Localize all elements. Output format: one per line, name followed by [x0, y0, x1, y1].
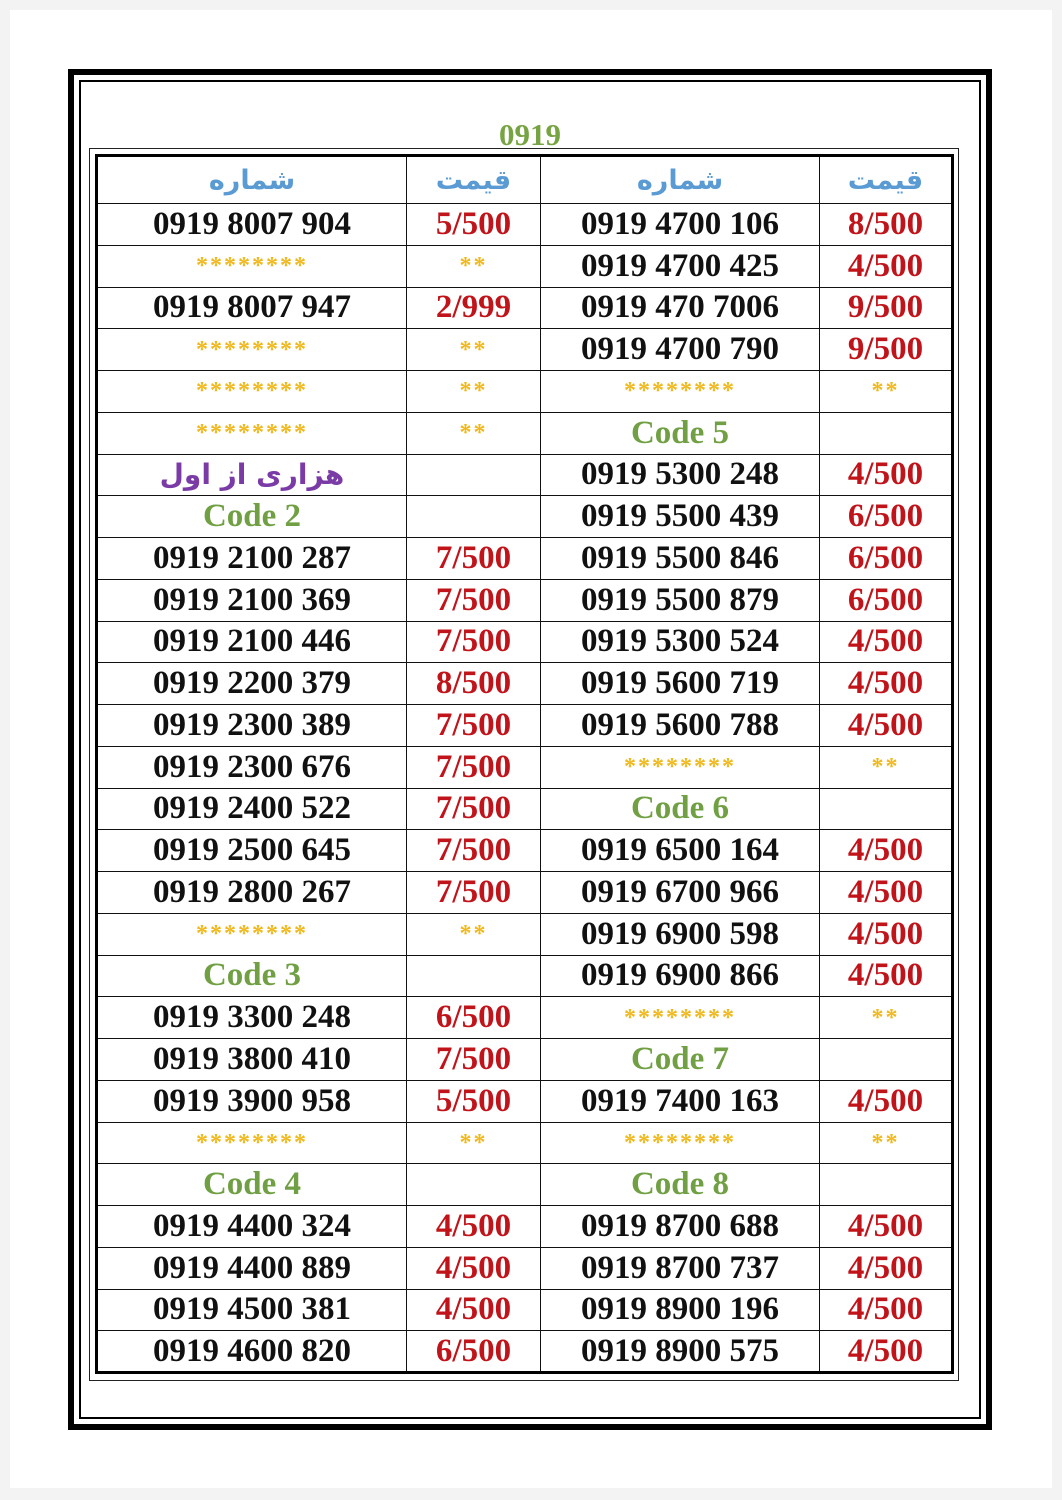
- table-row: [97, 496, 953, 538]
- table-header-row: [97, 156, 953, 204]
- placeholder-stars-cell: **: [407, 371, 541, 413]
- price-cell: 7/500: [407, 705, 541, 747]
- header-price-left: قیمت: [407, 156, 541, 204]
- price-cell: 7/500: [407, 746, 541, 788]
- phone-number-cell: 0919 2300 676: [97, 746, 407, 788]
- price-cell: 7/500: [407, 872, 541, 914]
- placeholder-stars-cell: ********: [97, 1122, 407, 1164]
- price-cell: 4/500: [820, 955, 953, 997]
- table-row: [97, 663, 953, 705]
- table-row: [97, 705, 953, 747]
- price-cell: 4/500: [820, 1331, 953, 1373]
- phone-number-cell: 0919 8900 196: [541, 1289, 820, 1331]
- empty-cell: [407, 955, 541, 997]
- price-cell: 4/500: [407, 1247, 541, 1289]
- table-row: [97, 746, 953, 788]
- placeholder-stars-cell: ********: [97, 412, 407, 454]
- price-cell: 4/500: [820, 830, 953, 872]
- phone-number-cell: 0919 4500 381: [97, 1289, 407, 1331]
- price-cell: 5/500: [407, 1080, 541, 1122]
- price-cell: 7/500: [407, 788, 541, 830]
- phone-number-cell: 0919 3800 410: [97, 1039, 407, 1081]
- table-row: [97, 913, 953, 955]
- price-cell: 7/500: [407, 621, 541, 663]
- table-row: [97, 997, 953, 1039]
- price-cell: 4/500: [407, 1206, 541, 1248]
- header-price-right: قیمت: [820, 156, 953, 204]
- placeholder-stars-cell: ********: [541, 746, 820, 788]
- phone-number-cell: 0919 4400 324: [97, 1206, 407, 1248]
- table-row: [97, 1289, 953, 1331]
- phone-number-cell: 0919 2200 379: [97, 663, 407, 705]
- placeholder-stars-cell: **: [820, 371, 953, 413]
- table-frame: [89, 148, 959, 1381]
- phone-number-cell: 0919 5300 524: [541, 621, 820, 663]
- table-row: [97, 412, 953, 454]
- placeholder-stars-cell: ********: [97, 329, 407, 371]
- phone-number-price-table: [95, 154, 954, 1374]
- placeholder-stars-cell: **: [407, 329, 541, 371]
- phone-number-cell: 0919 2500 645: [97, 830, 407, 872]
- code-section-heading: Code 4: [97, 1164, 407, 1206]
- phone-number-cell: 0919 2400 522: [97, 788, 407, 830]
- table-row: [97, 1080, 953, 1122]
- price-cell: 4/500: [820, 913, 953, 955]
- phone-number-cell: 0919 8700 688: [541, 1206, 820, 1248]
- price-cell: 4/500: [820, 1289, 953, 1331]
- page-border-outer: [68, 69, 992, 1430]
- price-cell: 7/500: [407, 538, 541, 580]
- phone-number-cell: 0919 8700 737: [541, 1247, 820, 1289]
- empty-cell: [407, 1164, 541, 1206]
- placeholder-stars-cell: ********: [541, 997, 820, 1039]
- phone-number-cell: 0919 4700 106: [541, 204, 820, 246]
- code-section-heading: Code 8: [541, 1164, 820, 1206]
- table-row: [97, 1206, 953, 1248]
- phone-number-cell: 0919 470 7006: [541, 287, 820, 329]
- table-row: [97, 287, 953, 329]
- price-cell: 7/500: [407, 830, 541, 872]
- table-row: [97, 788, 953, 830]
- phone-number-cell: 0919 8007 947: [97, 287, 407, 329]
- price-cell: 4/500: [820, 1080, 953, 1122]
- phone-number-cell: 0919 4600 820: [97, 1331, 407, 1373]
- phone-number-cell: 0919 5500 439: [541, 496, 820, 538]
- price-cell: 9/500: [820, 329, 953, 371]
- placeholder-stars-cell: **: [820, 1122, 953, 1164]
- table-row: [97, 872, 953, 914]
- phone-number-cell: 0919 5500 879: [541, 579, 820, 621]
- price-cell: 8/500: [407, 663, 541, 705]
- table-row: [97, 579, 953, 621]
- placeholder-stars-cell: **: [820, 997, 953, 1039]
- placeholder-stars-cell: **: [407, 1122, 541, 1164]
- phone-number-cell: 0919 6700 966: [541, 872, 820, 914]
- empty-cell: [407, 454, 541, 496]
- placeholder-stars-cell: ********: [541, 371, 820, 413]
- phone-number-cell: 0919 2100 446: [97, 621, 407, 663]
- phone-number-cell: 0919 4400 889: [97, 1247, 407, 1289]
- price-cell: 4/500: [820, 245, 953, 287]
- placeholder-stars-cell: **: [407, 412, 541, 454]
- price-cell: 4/500: [820, 705, 953, 747]
- header-number-right: شماره: [541, 156, 820, 204]
- section-note: هزاری از اول: [97, 454, 407, 496]
- phone-number-cell: 0919 8007 904: [97, 204, 407, 246]
- price-cell: 6/500: [407, 1331, 541, 1373]
- price-cell: 6/500: [407, 997, 541, 1039]
- table-row: [97, 621, 953, 663]
- table-row: [97, 538, 953, 580]
- code-section-heading: Code 6: [541, 788, 820, 830]
- empty-cell: [820, 412, 953, 454]
- table-body: [97, 204, 953, 1373]
- table-row: [97, 454, 953, 496]
- placeholder-stars-cell: ********: [541, 1122, 820, 1164]
- phone-number-cell: 0919 2100 287: [97, 538, 407, 580]
- code-section-heading: Code 5: [541, 412, 820, 454]
- price-cell: 4/500: [820, 1206, 953, 1248]
- table-row: [97, 1122, 953, 1164]
- placeholder-stars-cell: ********: [97, 913, 407, 955]
- phone-number-cell: 0919 3300 248: [97, 997, 407, 1039]
- placeholder-stars-cell: ********: [97, 245, 407, 287]
- price-cell: 7/500: [407, 579, 541, 621]
- phone-number-cell: 0919 5600 788: [541, 705, 820, 747]
- table-row: [97, 1164, 953, 1206]
- price-cell: 6/500: [820, 538, 953, 580]
- price-cell: 8/500: [820, 204, 953, 246]
- phone-number-cell: 0919 4700 790: [541, 329, 820, 371]
- price-cell: 7/500: [407, 1039, 541, 1081]
- phone-number-cell: 0919 2800 267: [97, 872, 407, 914]
- price-cell: 6/500: [820, 579, 953, 621]
- phone-number-cell: 0919 5300 248: [541, 454, 820, 496]
- table-row: [97, 1039, 953, 1081]
- price-cell: 9/500: [820, 287, 953, 329]
- placeholder-stars-cell: **: [407, 913, 541, 955]
- document-page: [10, 10, 1052, 1488]
- placeholder-stars-cell: **: [820, 746, 953, 788]
- price-cell: 4/500: [820, 663, 953, 705]
- table-row: [97, 955, 953, 997]
- price-cell: 4/500: [820, 621, 953, 663]
- placeholder-stars-cell: ********: [97, 371, 407, 413]
- table-row: [97, 204, 953, 246]
- table-row: [97, 371, 953, 413]
- header-number-left: شماره: [97, 156, 407, 204]
- table-row: [97, 245, 953, 287]
- phone-number-cell: 0919 5500 846: [541, 538, 820, 580]
- phone-number-cell: 0919 5600 719: [541, 663, 820, 705]
- phone-number-cell: 0919 4700 425: [541, 245, 820, 287]
- price-cell: 4/500: [820, 1247, 953, 1289]
- code-section-heading: Code 3: [97, 955, 407, 997]
- empty-cell: [820, 1039, 953, 1081]
- code-section-heading: Code 7: [541, 1039, 820, 1081]
- phone-number-cell: 0919 2300 389: [97, 705, 407, 747]
- empty-cell: [820, 1164, 953, 1206]
- price-cell: 4/500: [407, 1289, 541, 1331]
- table-row: [97, 1331, 953, 1373]
- price-cell: 2/999: [407, 287, 541, 329]
- placeholder-stars-cell: **: [407, 245, 541, 287]
- table-row: [97, 830, 953, 872]
- empty-cell: [820, 788, 953, 830]
- price-cell: 5/500: [407, 204, 541, 246]
- code-section-heading: Code 2: [97, 496, 407, 538]
- price-cell: 6/500: [820, 496, 953, 538]
- price-cell: 4/500: [820, 872, 953, 914]
- phone-number-cell: 0919 6500 164: [541, 830, 820, 872]
- table-row: [97, 329, 953, 371]
- page-title: 0919: [499, 117, 561, 152]
- phone-number-cell: 0919 2100 369: [97, 579, 407, 621]
- phone-number-cell: 0919 7400 163: [541, 1080, 820, 1122]
- table-row: [97, 1247, 953, 1289]
- price-cell: 4/500: [820, 454, 953, 496]
- phone-number-cell: 0919 6900 866: [541, 955, 820, 997]
- phone-number-cell: 0919 8900 575: [541, 1331, 820, 1373]
- phone-number-cell: 0919 3900 958: [97, 1080, 407, 1122]
- phone-number-cell: 0919 6900 598: [541, 913, 820, 955]
- empty-cell: [407, 496, 541, 538]
